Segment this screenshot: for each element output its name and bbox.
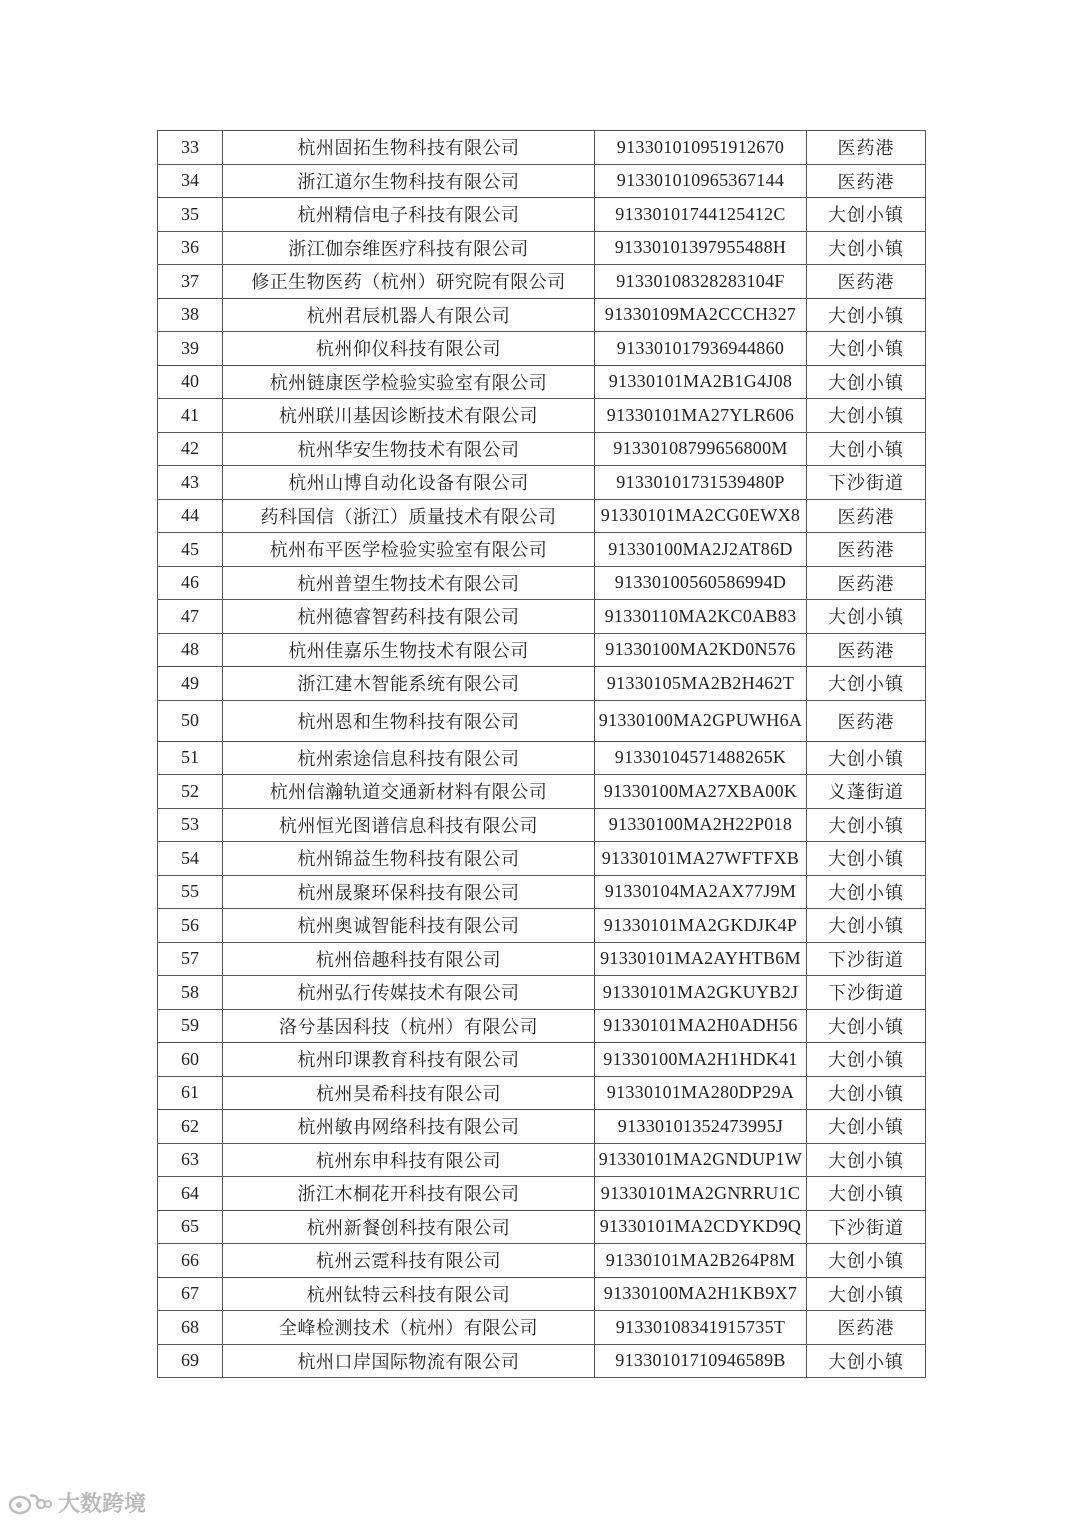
credit-code-cell: 91330101710946589B [595,1344,807,1378]
row-number-cell: 41 [158,399,223,433]
credit-code-cell: 91330101MA2GNRRU1C [595,1177,807,1211]
table-row [158,600,926,634]
credit-code-cell: 91330101MA2AYHTB6M [595,942,807,976]
credit-code-cell: 91330108799656800M [595,432,807,466]
location-cell: 大创小镇 [807,741,926,775]
company-name-cell: 洛兮基因科技（杭州）有限公司 [223,1009,595,1043]
credit-code-cell: 913301010965367144 [595,164,807,198]
row-number-cell: 60 [158,1043,223,1077]
credit-code-cell: 91330101MA2B1G4J08 [595,365,807,399]
company-name-cell: 杭州锦益生物科技有限公司 [223,842,595,876]
table-row [158,700,926,741]
table-row [158,365,926,399]
table-row [158,1344,926,1378]
company-name-cell: 杭州口岸国际物流有限公司 [223,1344,595,1378]
location-cell: 大创小镇 [807,600,926,634]
row-number-cell: 49 [158,667,223,701]
company-name-cell: 杭州联川基因诊断技术有限公司 [223,399,595,433]
company-name-cell: 全峰检测技术（杭州）有限公司 [223,1311,595,1345]
row-number-cell: 66 [158,1244,223,1278]
row-number-cell: 38 [158,298,223,332]
company-name-cell: 杭州仰仪科技有限公司 [223,332,595,366]
company-name-cell: 杭州昊希科技有限公司 [223,1076,595,1110]
table-row [158,1043,926,1077]
location-cell: 下沙街道 [807,1210,926,1244]
company-name-cell: 浙江木桐花开科技有限公司 [223,1177,595,1211]
credit-code-cell: 91330109MA2CCCH327 [595,298,807,332]
company-name-cell: 浙江建木智能系统有限公司 [223,667,595,701]
company-name-cell: 杭州山博自动化设备有限公司 [223,466,595,500]
location-cell: 大创小镇 [807,842,926,876]
company-name-cell: 杭州君辰机器人有限公司 [223,298,595,332]
credit-code-cell: 91330108341915735T [595,1311,807,1345]
table-row [158,332,926,366]
company-name-cell: 药科国信（浙江）质量技术有限公司 [223,499,595,533]
credit-code-cell: 91330108328283104F [595,265,807,299]
credit-code-cell: 91330101MA2GKDJK4P [595,909,807,943]
table-row [158,499,926,533]
credit-code-cell: 91330100MA2H1HDK41 [595,1043,807,1077]
credit-code-cell: 91330101MA2B264P8M [595,1244,807,1278]
row-number-cell: 67 [158,1277,223,1311]
company-name-cell: 杭州倍趣科技有限公司 [223,942,595,976]
table-row [158,298,926,332]
company-name-cell: 杭州云霓科技有限公司 [223,1244,595,1278]
row-number-cell: 35 [158,198,223,232]
location-cell: 大创小镇 [807,1043,926,1077]
credit-code-cell: 91330100MA2GPUWH6A [595,700,807,741]
location-cell: 大创小镇 [807,399,926,433]
row-number-cell: 44 [158,499,223,533]
row-number-cell: 58 [158,976,223,1010]
credit-code-cell: 913301017936944860 [595,332,807,366]
table-row [158,466,926,500]
row-number-cell: 64 [158,1177,223,1211]
table-row [158,131,926,165]
row-number-cell: 48 [158,633,223,667]
location-cell: 医药港 [807,164,926,198]
location-cell: 大创小镇 [807,875,926,909]
company-name-cell: 杭州链康医学检验实验室有限公司 [223,365,595,399]
credit-code-cell: 91330100MA2H1KB9X7 [595,1277,807,1311]
row-number-cell: 42 [158,432,223,466]
credit-code-cell: 91330101MA2CG0EWX8 [595,499,807,533]
credit-code-cell: 91330101MA2H0ADH56 [595,1009,807,1043]
location-cell: 大创小镇 [807,1143,926,1177]
credit-code-cell: 91330101MA2CDYKD9Q [595,1210,807,1244]
row-number-cell: 33 [158,131,223,165]
credit-code-cell: 91330100560586994D [595,566,807,600]
company-name-cell: 杭州东申科技有限公司 [223,1143,595,1177]
credit-code-cell: 91330105MA2B2H462T [595,667,807,701]
credit-code-cell: 91330100MA27XBA00K [595,775,807,809]
credit-code-cell: 913301010951912670 [595,131,807,165]
company-name-cell: 杭州印课教育科技有限公司 [223,1043,595,1077]
location-cell: 大创小镇 [807,432,926,466]
location-cell: 医药港 [807,265,926,299]
table-row [158,741,926,775]
location-cell: 大创小镇 [807,808,926,842]
credit-code-cell: 91330104MA2AX77J9M [595,875,807,909]
table-row [158,1244,926,1278]
row-number-cell: 39 [158,332,223,366]
location-cell: 大创小镇 [807,1177,926,1211]
credit-code-cell: 91330101397955488H [595,231,807,265]
row-number-cell: 50 [158,700,223,741]
company-name-cell: 杭州新餐创科技有限公司 [223,1210,595,1244]
company-name-cell: 杭州信瀚轨道交通新材料有限公司 [223,775,595,809]
table-row [158,1009,926,1043]
location-cell: 大创小镇 [807,909,926,943]
row-number-cell: 61 [158,1076,223,1110]
location-cell: 大创小镇 [807,1009,926,1043]
location-cell: 医药港 [807,633,926,667]
table-row [158,1277,926,1311]
company-name-cell: 杭州固拓生物科技有限公司 [223,131,595,165]
row-number-cell: 69 [158,1344,223,1378]
row-number-cell: 34 [158,164,223,198]
table-row [158,265,926,299]
row-number-cell: 57 [158,942,223,976]
row-number-cell: 54 [158,842,223,876]
credit-code-cell: 91330100MA2KD0N576 [595,633,807,667]
table-row [158,432,926,466]
company-name-cell: 浙江伽奈维医疗科技有限公司 [223,231,595,265]
location-cell: 下沙街道 [807,466,926,500]
company-name-cell: 杭州索途信息科技有限公司 [223,741,595,775]
credit-code-cell: 91330101MA280DP29A [595,1076,807,1110]
row-number-cell: 43 [158,466,223,500]
watermark [8,1487,146,1518]
location-cell: 义蓬街道 [807,775,926,809]
table-row [158,1177,926,1211]
company-name-cell: 杭州弘行传媒技术有限公司 [223,976,595,1010]
row-number-cell: 63 [158,1143,223,1177]
location-cell: 大创小镇 [807,1076,926,1110]
table-row [158,775,926,809]
table-row [158,667,926,701]
table-row [158,808,926,842]
table-row [158,164,926,198]
credit-code-cell: 91330101731539480P [595,466,807,500]
location-cell: 大创小镇 [807,1344,926,1378]
table-row [158,533,926,567]
company-name-cell: 杭州奥诚智能科技有限公司 [223,909,595,943]
location-cell: 下沙街道 [807,976,926,1010]
location-cell: 大创小镇 [807,198,926,232]
row-number-cell: 68 [158,1311,223,1345]
company-name-cell: 杭州德睿智药科技有限公司 [223,600,595,634]
credit-code-cell: 91330101744125412C [595,198,807,232]
company-name-cell: 杭州精信电子科技有限公司 [223,198,595,232]
location-cell: 大创小镇 [807,667,926,701]
location-cell: 医药港 [807,499,926,533]
table-row [158,1143,926,1177]
company-name-cell: 杭州华安生物技术有限公司 [223,432,595,466]
row-number-cell: 51 [158,741,223,775]
company-name-cell: 杭州钛特云科技有限公司 [223,1277,595,1311]
credit-code-cell: 91330100MA2J2AT86D [595,533,807,567]
company-name-cell: 杭州布平医学检验实验室有限公司 [223,533,595,567]
location-cell: 下沙街道 [807,942,926,976]
company-name-cell: 杭州晟聚环保科技有限公司 [223,875,595,909]
table-row [158,976,926,1010]
location-cell: 医药港 [807,131,926,165]
row-number-cell: 65 [158,1210,223,1244]
company-name-cell: 杭州普望生物技术有限公司 [223,566,595,600]
table-row [158,1110,926,1144]
credit-code-cell: 91330101MA27WFTFXB [595,842,807,876]
table-row [158,399,926,433]
table-row [158,633,926,667]
row-number-cell: 52 [158,775,223,809]
company-name-cell: 杭州敏冉网络科技有限公司 [223,1110,595,1144]
row-number-cell: 59 [158,1009,223,1043]
table-row [158,1311,926,1345]
row-number-cell: 45 [158,533,223,567]
location-cell: 医药港 [807,1311,926,1345]
location-cell: 大创小镇 [807,1244,926,1278]
row-number-cell: 37 [158,265,223,299]
table-row [158,842,926,876]
location-cell: 医药港 [807,566,926,600]
row-number-cell: 62 [158,1110,223,1144]
table-row [158,1076,926,1110]
table-row [158,198,926,232]
table-row [158,875,926,909]
credit-code-cell: 91330110MA2KC0AB83 [595,600,807,634]
row-number-cell: 55 [158,875,223,909]
table-body [158,131,926,1378]
table-row [158,231,926,265]
table-row [158,942,926,976]
location-cell: 大创小镇 [807,231,926,265]
location-cell: 大创小镇 [807,332,926,366]
row-number-cell: 46 [158,566,223,600]
row-number-cell: 40 [158,365,223,399]
company-name-cell: 修正生物医药（杭州）研究院有限公司 [223,265,595,299]
location-cell: 大创小镇 [807,1110,926,1144]
credit-code-cell: 91330101MA2GNDUP1W [595,1143,807,1177]
location-cell: 大创小镇 [807,365,926,399]
table-row [158,1210,926,1244]
location-cell: 医药港 [807,533,926,567]
company-name-cell: 杭州佳嘉乐生物技术有限公司 [223,633,595,667]
credit-code-cell: 91330101MA2GKUYB2J [595,976,807,1010]
table-row [158,566,926,600]
credit-code-cell: 91330100MA2H22P018 [595,808,807,842]
row-number-cell: 53 [158,808,223,842]
credit-code-cell: 91330101352473995J [595,1110,807,1144]
watermark-text: 大数跨境 [58,1492,147,1517]
location-cell: 大创小镇 [807,298,926,332]
weibo-logo-icon [8,1490,52,1516]
row-number-cell: 47 [158,600,223,634]
company-name-cell: 杭州恒光图谱信息科技有限公司 [223,808,595,842]
credit-code-cell: 91330104571488265K [595,741,807,775]
row-number-cell: 56 [158,909,223,943]
location-cell: 大创小镇 [807,1277,926,1311]
table-row [158,909,926,943]
location-cell: 医药港 [807,700,926,741]
company-list-table [157,130,926,1378]
credit-code-cell: 91330101MA27YLR606 [595,399,807,433]
company-name-cell: 杭州恩和生物科技有限公司 [223,700,595,741]
company-name-cell: 浙江道尔生物科技有限公司 [223,164,595,198]
row-number-cell: 36 [158,231,223,265]
